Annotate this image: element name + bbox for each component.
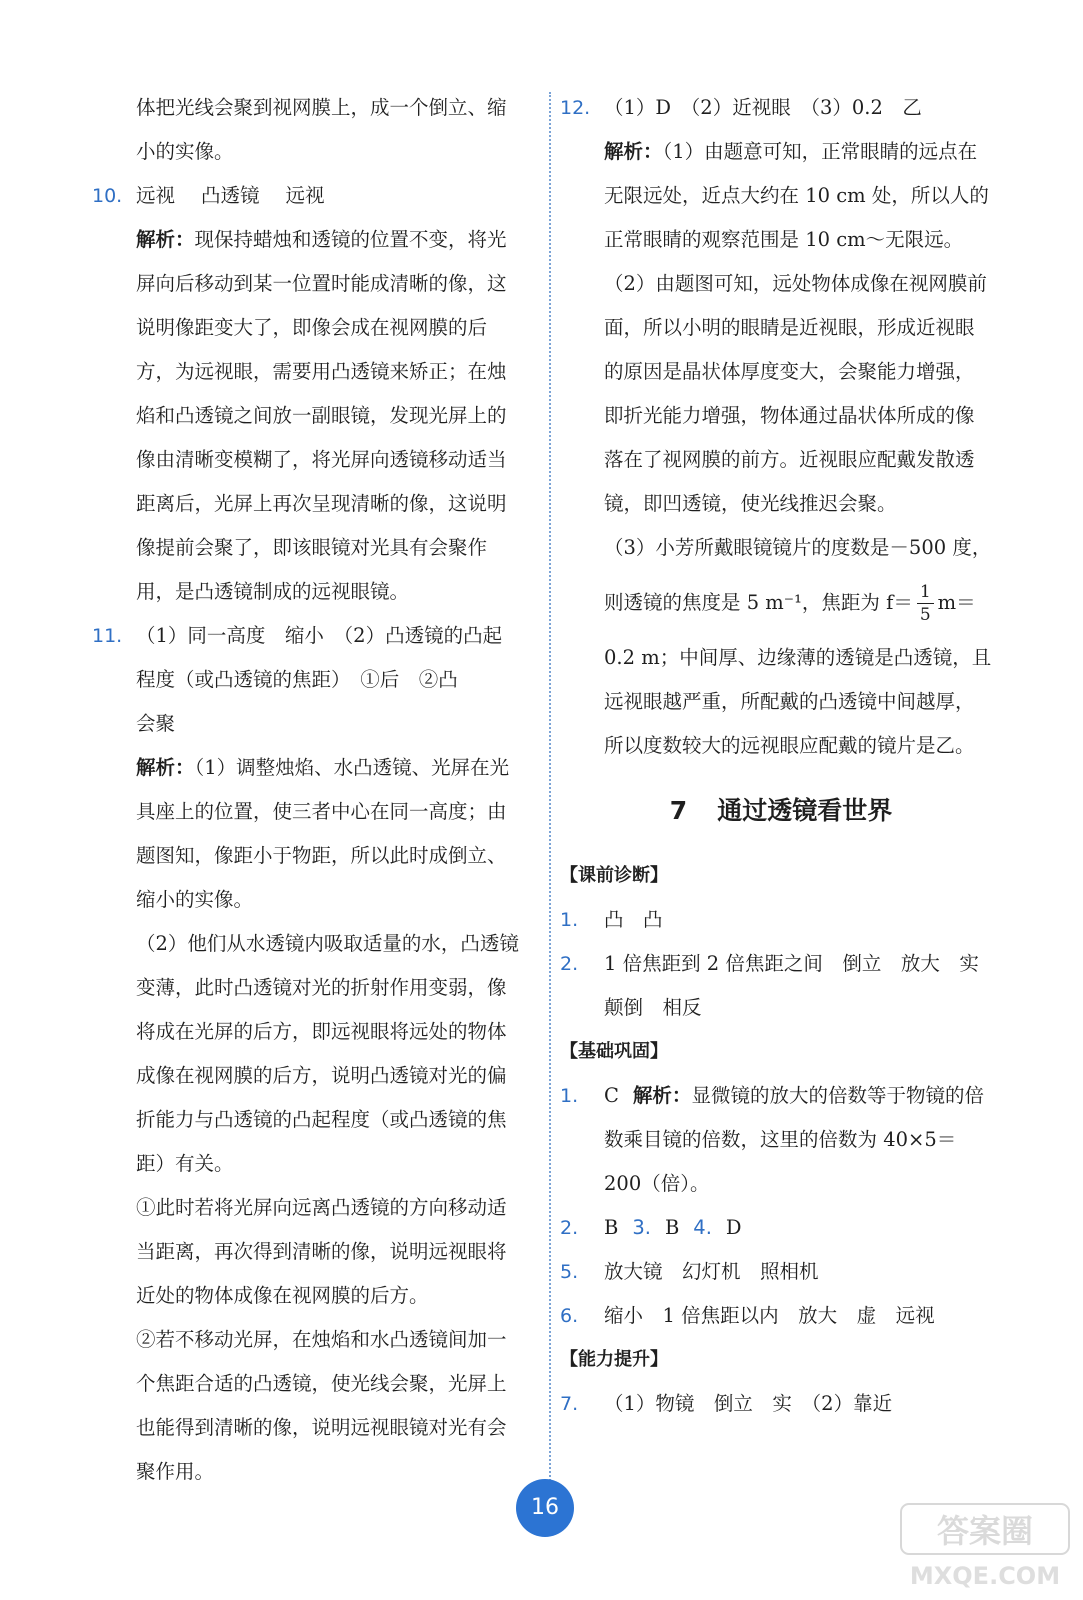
analysis-label: 解析： <box>604 140 663 163</box>
question-number: 5. <box>560 1261 579 1283</box>
question-11 <box>92 614 537 1494</box>
watermark-logo <box>895 1498 1075 1594</box>
continued-text: 体把光线会聚到视网膜上，成一个倒立、缩 小的实像。 <box>136 96 507 163</box>
pre-item-2: 2. 1 倍焦距到 2 倍焦距之间 倒立 放大 实 颠倒 相反 <box>560 942 1002 1030</box>
left-column <box>92 86 537 1494</box>
right-column <box>560 86 1002 1426</box>
focal-length-formula: 则透镜的焦度是 5 m⁻¹，焦距为 f＝ $\frac{1}{5}$ m＝ <box>604 582 976 625</box>
pre-item-1: 1. 凸 凸 <box>560 898 1002 942</box>
analysis: 解析：现保持蜡烛和透镜的位置不变，将光 屏向后移动到某一位置时能成清晰的像，这 说明像距变大了，即像会成在视网膜的后 方，为远视眼，需要用凸透镜来矫正；在烛 焰和凸透镜之间放一副眼镜，发现光屏上的 像由清晰变模糊了，将光屏向透镜移动适当 距离后，光屏上再次呈现清晰的像，这说明 像提前会聚了，即该眼镜对光具有会聚作 用，是凸透镜制成的远视眼镜。 <box>136 228 507 603</box>
tag-pre-diagnosis: 【课前诊断】 <box>560 865 668 886</box>
question-number: 6. <box>560 1305 579 1327</box>
question-number: 3. <box>632 1216 651 1239</box>
basic-item-2-4: 2. B 3. B 4. D <box>560 1206 1002 1250</box>
section-title <box>560 776 1002 846</box>
answer: 远视 凸透镜 远视 <box>136 184 325 207</box>
watermark-url: MXQE.COM <box>909 1562 1061 1590</box>
analysis: 解析：（1）由题意可知，正常眼睛的远点在 无限远处，近点大约在 10 cm 处，所以人的 正常眼睛的观察范围是 10 cm～无限远。 （2）由题图可知，远处物体成像在视网膜前 面，所以小明的眼睛是近视眼，形成近视眼 的原因是晶状体厚度变大，会聚能力增强， 即折光能力增强，物体通过晶状体所成的像 落在了视网膜的前方。近视眼应配戴发散透 镜，即凹透镜，使光线推迟会聚。 （3）小芳所戴眼镜镜片的度数是－500 度， 则透镜的焦度是 5 m⁻¹，焦距为 f＝ $\frac{1}{5}$ m＝ 0.2 m；中间厚、边缘薄的透镜是凸透镜，且 远视眼越严重，所配戴的凸透镜中间越厚， 所以度数较大的远视眼应配戴的镜片是乙。 <box>604 130 1002 768</box>
basic-item-1: 1. C 解析：显微镜的放大的倍数等于物镜的倍 数乘目镜的倍数，这里的倍数为 40×5＝ 200（倍）。 <box>560 1074 1002 1206</box>
question-10 <box>92 174 537 614</box>
basic-item-5: 5. 放大镜 幻灯机 照相机 <box>560 1250 1002 1294</box>
section-heading: 通过透镜看世界 <box>717 796 893 825</box>
analysis-label: 解析： <box>632 1084 692 1107</box>
basic-item-6: 6. 缩小 1 倍焦距以内 放大 虚 远视 <box>560 1294 1002 1338</box>
question-number: 1. <box>560 909 579 931</box>
question-number: 12. <box>560 97 591 119</box>
question-number: 11. <box>92 625 123 647</box>
question-number: 7. <box>560 1393 579 1415</box>
ability-item-7: 7. （1）物镜 倒立 实 （2）靠近 <box>560 1382 1002 1426</box>
question-number: 2. <box>560 953 579 975</box>
question-number: 1. <box>560 1085 579 1107</box>
question-number: 2. <box>560 1217 579 1239</box>
question-number: 10. <box>92 185 123 207</box>
fraction: $\frac{1}{5}$ <box>917 581 934 626</box>
analysis-label: 解析： <box>136 756 195 779</box>
section-number: 7 <box>669 796 688 825</box>
column-divider <box>549 92 551 1492</box>
tag-basic: 【基础巩固】 <box>560 1041 668 1062</box>
answer: （1）D （2）近视眼 （3）0.2 乙 <box>604 96 922 119</box>
analysis-label: 解析： <box>136 228 195 251</box>
analysis: 解析：（1）调整烛焰、水凸透镜、光屏在光 具座上的位置，使三者中心在同一高度；由 题图知，像距小于物距，所以此时成倒立、 缩小的实像。 （2）他们从水透镜内吸取适量的水，凸透镜 变薄，此时凸透镜对光的折射作用变弱，像 将成在光屏的后方，即远视眼将远处的物体 成像在视网膜的后方，说明凸透镜对光的偏 折能力与凸透镜的凸起程度（或凸透镜的焦 距）有关。 ①此时若将光屏向远离凸透镜的方向移动适 当距离，再次得到清晰的像，说明远视眼将 近处的物体成像在视网膜的后方。 ②若不移动光屏，在烛焰和水凸透镜间加一 个焦距合适的凸透镜，使光线会聚，光屏上 也能得到清晰的像，说明远视眼镜对光有会 聚作用。 <box>136 756 519 1483</box>
answer: （1）同一高度 缩小 （2）凸透镜的凸起 程度（或凸透镜的焦距） ①后 ②凸 会聚 <box>136 624 503 735</box>
question-12 <box>560 86 1002 768</box>
question-number: 4. <box>693 1216 712 1239</box>
watermark-text: 答案圈 <box>936 1512 1034 1550</box>
tag-ability: 【能力提升】 <box>560 1349 668 1370</box>
page-number-badge: 16 <box>516 1479 574 1537</box>
